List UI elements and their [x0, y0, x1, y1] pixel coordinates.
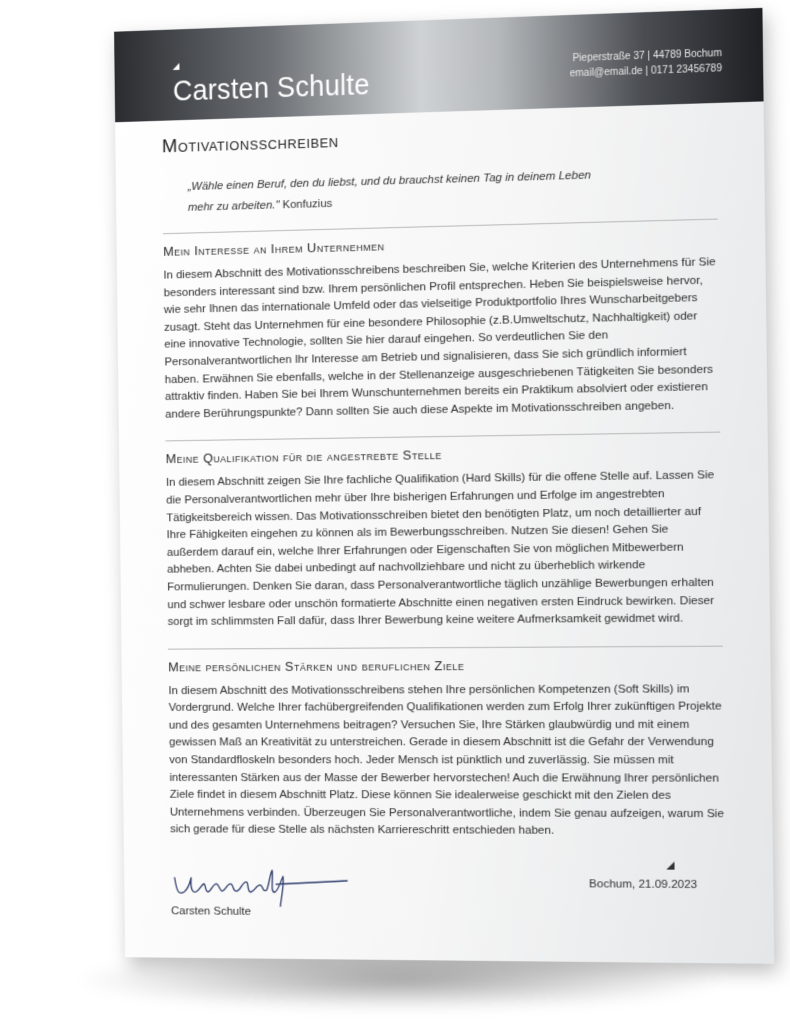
section-title-interest: Mein Interesse an Ihrem Unternehmen	[163, 238, 385, 259]
section-text-strengths: In diesem Abschnitt des Motivationsschreibens stehen Ihre persönlichen Kompetenzen (Soft Skills) im Vordergrund. Welche Ihrer fachübergreifenden Qualifikationen werden zum Erfolg Ihrer zukünftigen Projekte und des gesamten Unternehmens beitragen? Versuchen Sie, Ihre Stärken glaubwürdig und mit einem gewissen Maß an Kreativität zu unterstreichen. Gerade in diesem Abschnitt ist die Gefahr der Verwendung von Standardfloskeln besonders hoch. Jeder Mensch ist pünktlich und zuverlässig. Sie müssen mit interessanten Stärken aus der Masse der Bewerber hervorstechen! Auch die Erwähnung Ihrer persönlichen Ziele findet in diesem Abschnitt Platz. Diese können Sie idealerweise geschickt mit den Zielen des Unternehmens verbinden. Überzeugen Sie Personalverantwortliche, indem Sie genau aufzeigen, warum Sie sich gerade für diese Stelle als nächsten Karriereschritt entschieden haben.	[168, 682, 725, 838]
document-title: Motivationsschreiben	[161, 131, 339, 158]
quote-author: Konfuzius	[282, 197, 333, 212]
section-title-strengths: Meine persönlichen Stärken und beruflichen Ziele	[168, 657, 465, 675]
divider	[168, 645, 723, 649]
sender-name: Carsten Schulte	[172, 68, 370, 108]
quote	[188, 165, 606, 219]
letter-body	[162, 119, 727, 936]
quote-text: „Wähle einen Beruf, den du liebst, und du brauchst keinen Tag in deinem Leben mehr zu arbeiten."	[187, 169, 592, 214]
section-text-interest: In diesem Abschnitt des Motivationsschreibens beschreiben Sie, welche Kriterien des Unternehmens für Sie besonders interessant sind bzw. Ihrem persönlichen Profil entsprechen. Heben Sie beispielsweise hervor, wie sehr Ihnen das internationale Umfeld oder das vielseitige Produktportfolio Ihres Wunscharbeitgebers zusagt. Steht das Unternehmen für eine besondere Philosophie (z.B.Umweltschutz, Nachhaltigkeit) oder eine innovative Technologie, sollten Sie hier darauf eingehen. So verdeutlichen Sie den Personalverantwortlichen Ihr Interesse am Betrieb und signalisieren, dass Sie sich gründlich informiert haben. Erwähnen Sie ebenfalls, welche in der Stellenanzeige ausgeschriebenen Tätigkeiten Sie besonders attraktiv finden. Haben Sie bei Ihrem Wunschunternehmen bereits ein Praktikum absolviert oder existieren andere Berührungspunkte? Dann sollten Sie auch diese Aspekte im Motivationsschreiben angeben.	[163, 255, 716, 421]
sender-address: Pieperstraße 37 | 44789 Bochum	[572, 47, 722, 65]
signer-name: Carsten Schulte	[171, 905, 252, 918]
letterhead	[114, 8, 764, 122]
section-text-qualification: In diesem Abschnitt zeigen Sie Ihre fachliche Qualifikation (Hard Skills) für die offene Stelle auf. Lassen Sie die Personalverantwortlichen mehr über Ihre bisherigen Erfahrungen und Erfolge im angestrebten Tätigkeitsbereich wissen. Das Motivationsschreiben bietet den benötigten Platz, um noch detaillierter auf Ihre Fähigkeiten eingehen zu können als im Bewerbungsschreiben. Nutzen Sie diesen! Gehen Sie außerdem darauf ein, welche Ihrer Erfahrungen oder Eigenschaften Sie von möglichen Mitbewerbern abheben. Achten Sie dabei unbedingt auf nachvollziehbare und nicht zu überheblich wirkende Formulierungen. Denken Sie daran, dass Personalverantwortliche täglich unzählige Bewerbungen erhalten und schwer lesbare oder unschön formatierte Abschnitte einen negativen ersten Eindruck bewirken. Dieser sorgt im schlimmsten Fall dafür, dass Ihrer Bewerbung keine weitere Aufmerksamkeit gewidmet wird.	[165, 468, 715, 629]
place-and-date: Bochum, 21.09.2023	[589, 878, 698, 892]
sender-contact	[569, 46, 722, 82]
document-page	[114, 8, 774, 964]
triangle-mark-icon	[173, 63, 180, 70]
section-title-qualification: Meine Qualifikation für die angestrebte Stelle	[165, 447, 442, 467]
corner-triangle-icon	[666, 862, 674, 870]
signature-block	[171, 862, 727, 936]
divider	[165, 432, 720, 442]
sender-email-phone: email@email.de | 0171 23456789	[569, 63, 723, 80]
